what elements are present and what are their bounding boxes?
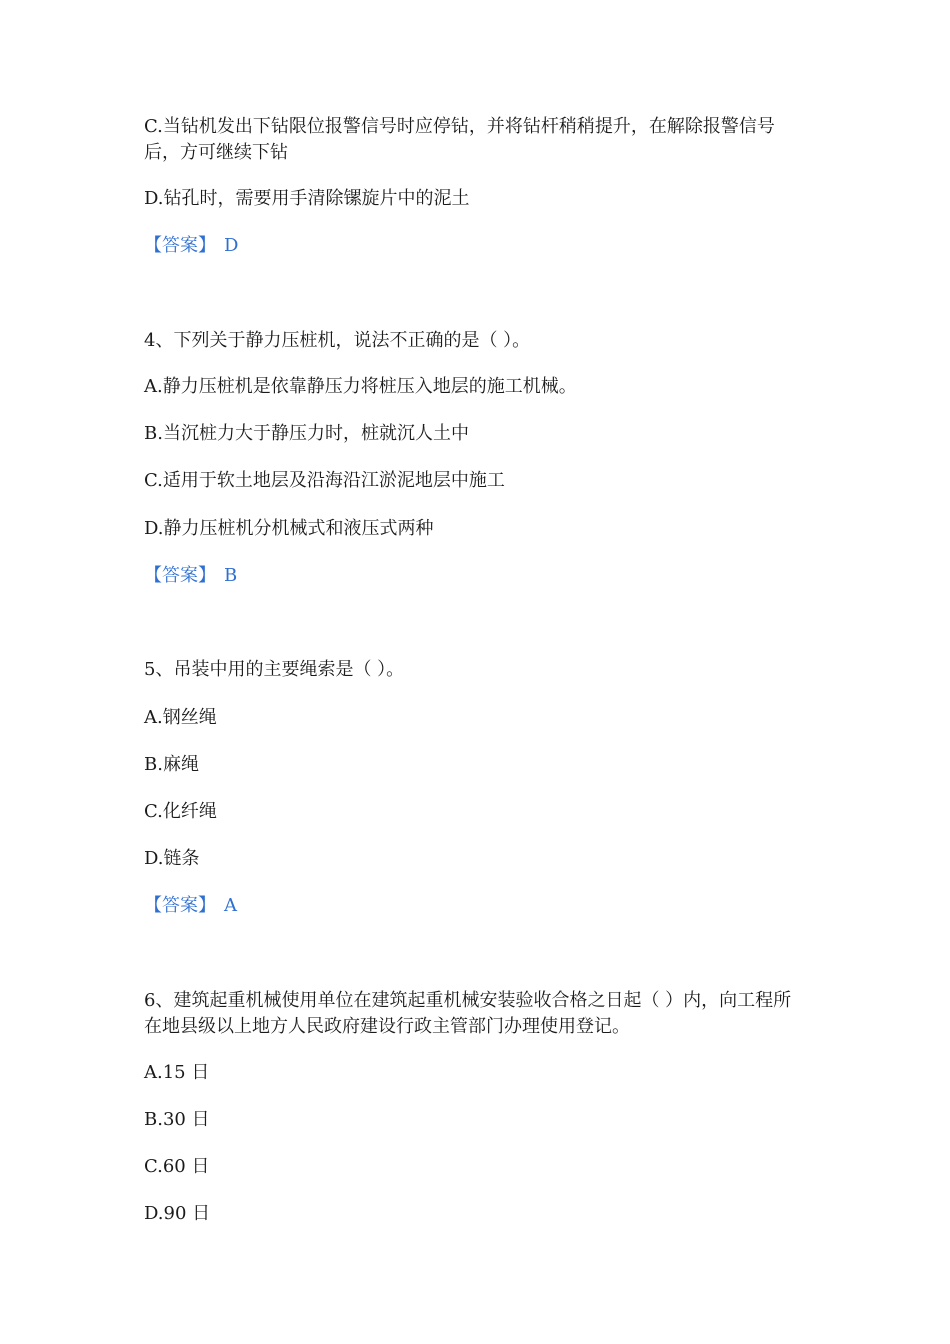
- q3-option-c: C.当钻机发出下钻限位报警信号时应停钻，并将钻杆稍稍提升，在解除报警信号后，方可继续下钻: [144, 116, 775, 163]
- answer-value: A: [224, 895, 237, 916]
- q5-answer: [144, 893, 804, 919]
- q5-option-a: A.钢丝绳: [144, 707, 217, 728]
- q5-option-d: D.链条: [144, 848, 200, 869]
- q4-option-a: A.静力压桩机是依靠静压力将桩压入地层的施工机械。: [144, 376, 577, 397]
- q6-option-d: D.90 日: [144, 1203, 211, 1224]
- answer-label: 【答案】: [144, 895, 216, 916]
- q4-option-c: C.适用于软土地层及沿海沿江淤泥地层中施工: [144, 470, 505, 491]
- q4-answer: [144, 563, 804, 589]
- q6-option-a: A.15 日: [144, 1062, 210, 1083]
- answer-label: 【答案】: [144, 565, 216, 586]
- answer-value: D: [224, 235, 239, 256]
- q6-question: 6、建筑起重机械使用单位在建筑起重机械安装验收合格之日起（ ）内，向工程所在地县级以上地方人民政府建设行政主管部门办理使用登记。: [144, 990, 792, 1037]
- q6-option-b: B.30 日: [144, 1109, 210, 1130]
- q6-option-c: C.60 日: [144, 1156, 210, 1177]
- q5-option-b: B.麻绳: [144, 754, 199, 775]
- q4-question: 4、下列关于静力压桩机，说法不正确的是（ ）。: [144, 330, 531, 351]
- answer-value: B: [224, 565, 238, 586]
- q3-option-d: D.钻孔时，需要用手清除镙旋片中的泥土: [144, 188, 470, 209]
- q5-option-c: C.化纤绳: [144, 801, 217, 822]
- q4-option-d: D.静力压桩机分机械式和液压式两种: [144, 518, 434, 539]
- answer-label: 【答案】: [144, 235, 216, 256]
- q4-option-b: B.当沉桩力大于静压力时，桩就沉人土中: [144, 423, 469, 444]
- q5-question: 5、吊装中用的主要绳索是（ ）。: [144, 659, 405, 680]
- q3-answer: [144, 233, 804, 259]
